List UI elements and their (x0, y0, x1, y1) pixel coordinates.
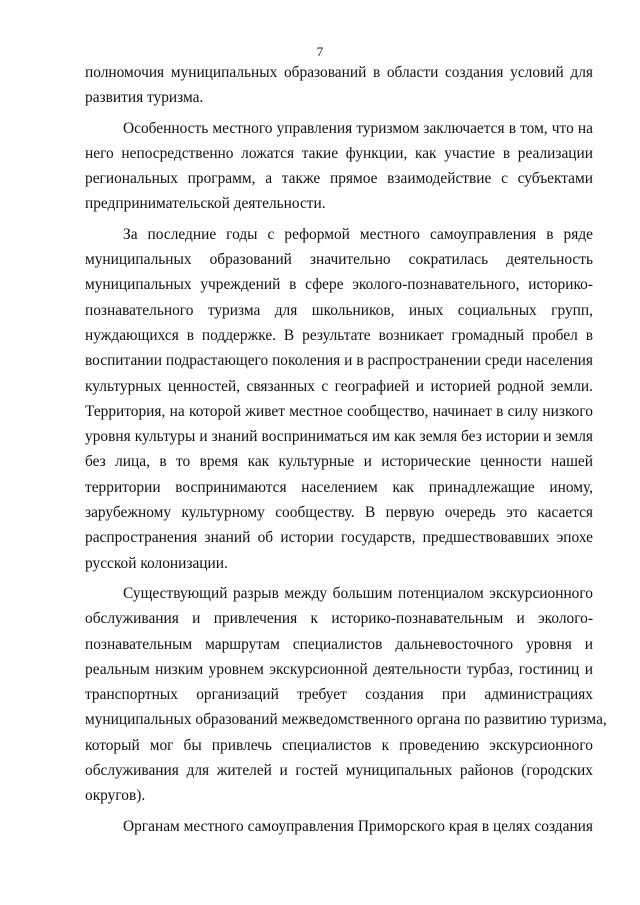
paragraph (85, 581, 607, 809)
text-line: Органам местного самоуправления Приморского края в целях создания (123, 817, 593, 835)
text-line: который мог бы привлечь специалистов к проведению экскурсионного (85, 736, 593, 754)
text-line: распространения знаний об истории государств, предшествовавших эпохе (85, 529, 593, 547)
text-line: зарубежному культурному сообществу. В первую очередь это касается (85, 504, 593, 522)
text-line: познавательного туризма для школьников, иных социальных групп, (85, 301, 593, 319)
text-line: муниципальных учреждений в сфере эколого-познавательного, историко- (85, 276, 593, 294)
document-body (85, 60, 607, 839)
paragraph (85, 222, 593, 576)
text-line: полномочия муниципальных образований в области создания условий для (85, 64, 593, 81)
text-line: обслуживания и привлечения к историко-познавательным и эколого- (85, 610, 593, 628)
page-number: 7 (316, 44, 324, 59)
text-line: региональных программ, а также прямое взаимодействие с субъектами (85, 170, 593, 188)
text-line: Территория, на которой живет местное сообщество, начинает в силу низкого (85, 402, 593, 420)
text-line: уровня культуры и знаний восприниматься им как земля без истории и земля (85, 428, 593, 446)
text-line: него непосредственно ложатся такие функции, как участие в реализации (85, 144, 593, 162)
text-line: Особенность местного управления туризмом заключается в том, что на (123, 119, 593, 137)
text-line: муниципальных образований межведомственного органа по развитию туризма, (85, 711, 607, 729)
text-line: территории воспринимаются населением как принадлежащие иному, (85, 478, 593, 496)
text-line: нуждающихся в поддержке. В результате возникает громадный пробел в (85, 326, 593, 344)
paragraph (85, 116, 593, 217)
text-line: без лица, в то время как культурные и исторические ценности нашей (85, 453, 593, 471)
paragraph (85, 814, 593, 839)
text-line: развития туризма. (85, 89, 204, 107)
text-line: муниципальных образований значительно сократилась деятельность (85, 251, 593, 269)
text-line: обслуживания для жителей и гостей муниципальных районов (городских (85, 762, 593, 780)
text-line: За последние годы с реформой местного самоуправления в ряде (123, 225, 593, 243)
text-line: транспортных организаций требует создания при администрациях (85, 686, 593, 704)
text-line: округов). (85, 787, 146, 805)
text-line: Существующий разрыв между большим потенциалом экскурсионного (123, 584, 593, 602)
paragraph (85, 60, 593, 111)
text-line: познавательным маршрутам специалистов дальневосточного уровня и (85, 635, 593, 653)
text-line: культурных ценностей, связанных с географией и историей родной земли. (85, 377, 593, 395)
text-line: воспитании подрастающего поколения и в распространении среди населения (85, 352, 593, 370)
text-line: русской колонизации. (85, 554, 228, 572)
text-line: реальным низким уровнем экскурсионной деятельности турбаз, гостиниц и (85, 660, 593, 678)
text-line: предпринимательской деятельности. (85, 195, 326, 213)
